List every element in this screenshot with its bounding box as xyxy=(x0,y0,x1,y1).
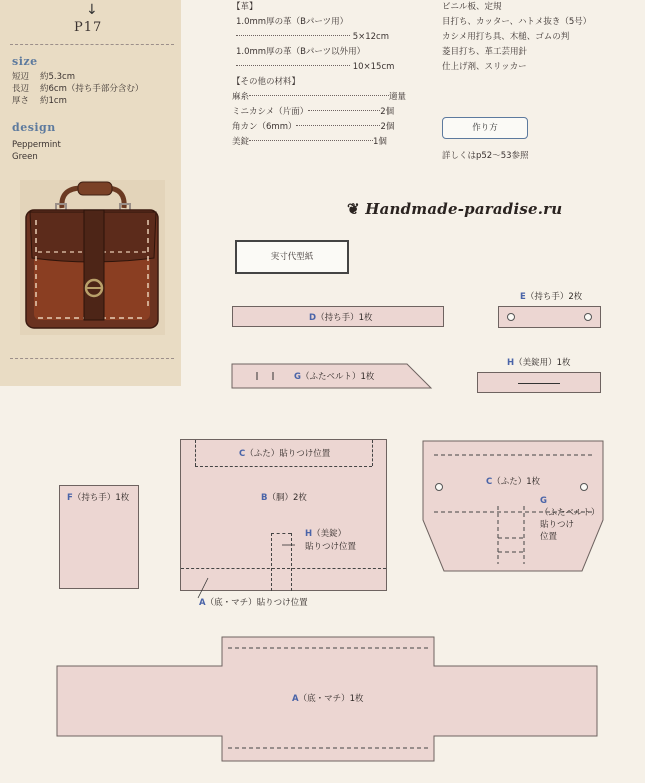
placement-label-h: H（美錠） 貼りつけ位置 xyxy=(305,529,357,552)
design-color: Green xyxy=(12,152,38,162)
pattern-piece-d xyxy=(232,306,444,327)
pattern-piece-f xyxy=(59,485,139,589)
pattern-piece-e xyxy=(498,306,601,328)
placement-line xyxy=(195,440,196,466)
material-amount: 5×12cm xyxy=(352,32,390,42)
design-heading: design xyxy=(12,121,56,134)
rivet-hole-icon xyxy=(584,313,592,321)
info-panel xyxy=(0,0,181,386)
tool-item: 目打ち、カッター、ハトメ抜き（5号） xyxy=(442,17,592,27)
size-row: 厚さ 約1cm xyxy=(12,96,67,106)
leather-heading: 【革】 xyxy=(232,2,258,12)
tool-item: カシメ用打ち具、木槌、ゴムの判 xyxy=(442,32,570,42)
tool-item: ビニル板、定規 xyxy=(442,2,502,12)
leader-dots xyxy=(296,125,380,126)
reference-note: 詳しくはp52～53参照 xyxy=(442,151,529,161)
piece-label-g: G（ふたベルト）1枚 xyxy=(294,372,375,382)
watermark: ❦ Handmade-paradise.ru xyxy=(347,200,563,218)
placement-line xyxy=(195,466,372,467)
placement-label-a: A（底・マチ）貼りつけ位置 xyxy=(199,598,308,608)
material-name: 1.0mm厚の革（Bパーツ以外用） xyxy=(236,47,366,57)
size-list xyxy=(12,71,143,107)
material-amount-row xyxy=(232,30,406,45)
leader-dots xyxy=(308,110,380,111)
material-amount: 10×15cm xyxy=(352,62,395,72)
other-materials-heading: 【その他の材料】 xyxy=(232,77,301,87)
real-size-pattern-label: 実寸代型紙 xyxy=(235,240,349,274)
design-color: Peppermint xyxy=(12,140,61,150)
material-row: 麻糸 適量 xyxy=(232,92,407,102)
design-colors xyxy=(12,139,61,163)
placement-label-c: C（ふた）貼りつけ位置 xyxy=(239,449,331,459)
material-row: 美錠 1個 xyxy=(232,137,387,147)
page-reference: P17 xyxy=(74,20,103,35)
down-arrow-icon: ↓ xyxy=(86,2,98,18)
material-row: ミニカシメ（片面） 2個 xyxy=(232,107,395,117)
piece-label-a: A（底・マチ）1枚 xyxy=(292,694,364,704)
rivet-hole-icon xyxy=(435,483,443,491)
placement-label-g: G （ふたベルト） 貼りつけ 位置 xyxy=(540,496,600,542)
rivet-hole-icon xyxy=(507,313,515,321)
material-amount-row xyxy=(232,60,406,75)
leader-dots xyxy=(249,140,373,141)
placement-line xyxy=(271,533,291,534)
divider xyxy=(10,358,174,359)
how-to-button[interactable]: 作り方 xyxy=(442,117,528,139)
leader-dots xyxy=(236,35,350,36)
material-row: 角カン（6mm） 2個 xyxy=(232,122,395,132)
piece-label: D（持ち手）1枚 xyxy=(309,313,373,323)
tool-item: 菱目打ち、革工芸用針 xyxy=(442,47,528,57)
leader-dots xyxy=(249,95,389,96)
slit-line xyxy=(518,383,560,384)
piece-label-c: C（ふた）1枚 xyxy=(486,477,541,487)
rivet-hole-icon xyxy=(580,483,588,491)
candle-icon: ❦ xyxy=(347,200,360,218)
piece-label: F（持ち手）1枚 xyxy=(67,493,130,503)
materials-list xyxy=(232,0,406,150)
bag-photo xyxy=(20,180,165,335)
size-row: 短辺 約5.3cm xyxy=(12,72,75,82)
piece-label: B（胴）2枚 xyxy=(261,493,307,503)
material-name: 1.0mm厚の革（Bパーツ用） xyxy=(236,17,349,27)
piece-label-h: H（美錠用）1枚 xyxy=(507,358,571,368)
divider xyxy=(10,44,174,45)
tool-item: 仕上げ剤、スリッカー xyxy=(442,62,527,72)
leader-lines xyxy=(180,540,310,600)
pattern-piece-h xyxy=(477,372,601,393)
placement-line xyxy=(372,440,373,466)
size-row: 長辺 約6cm（持ち手部分含む） xyxy=(12,84,144,94)
leader-dots xyxy=(236,65,350,66)
size-heading: size xyxy=(12,55,38,68)
tools-list xyxy=(442,0,591,75)
piece-label-e: E（持ち手）2枚 xyxy=(520,292,583,302)
